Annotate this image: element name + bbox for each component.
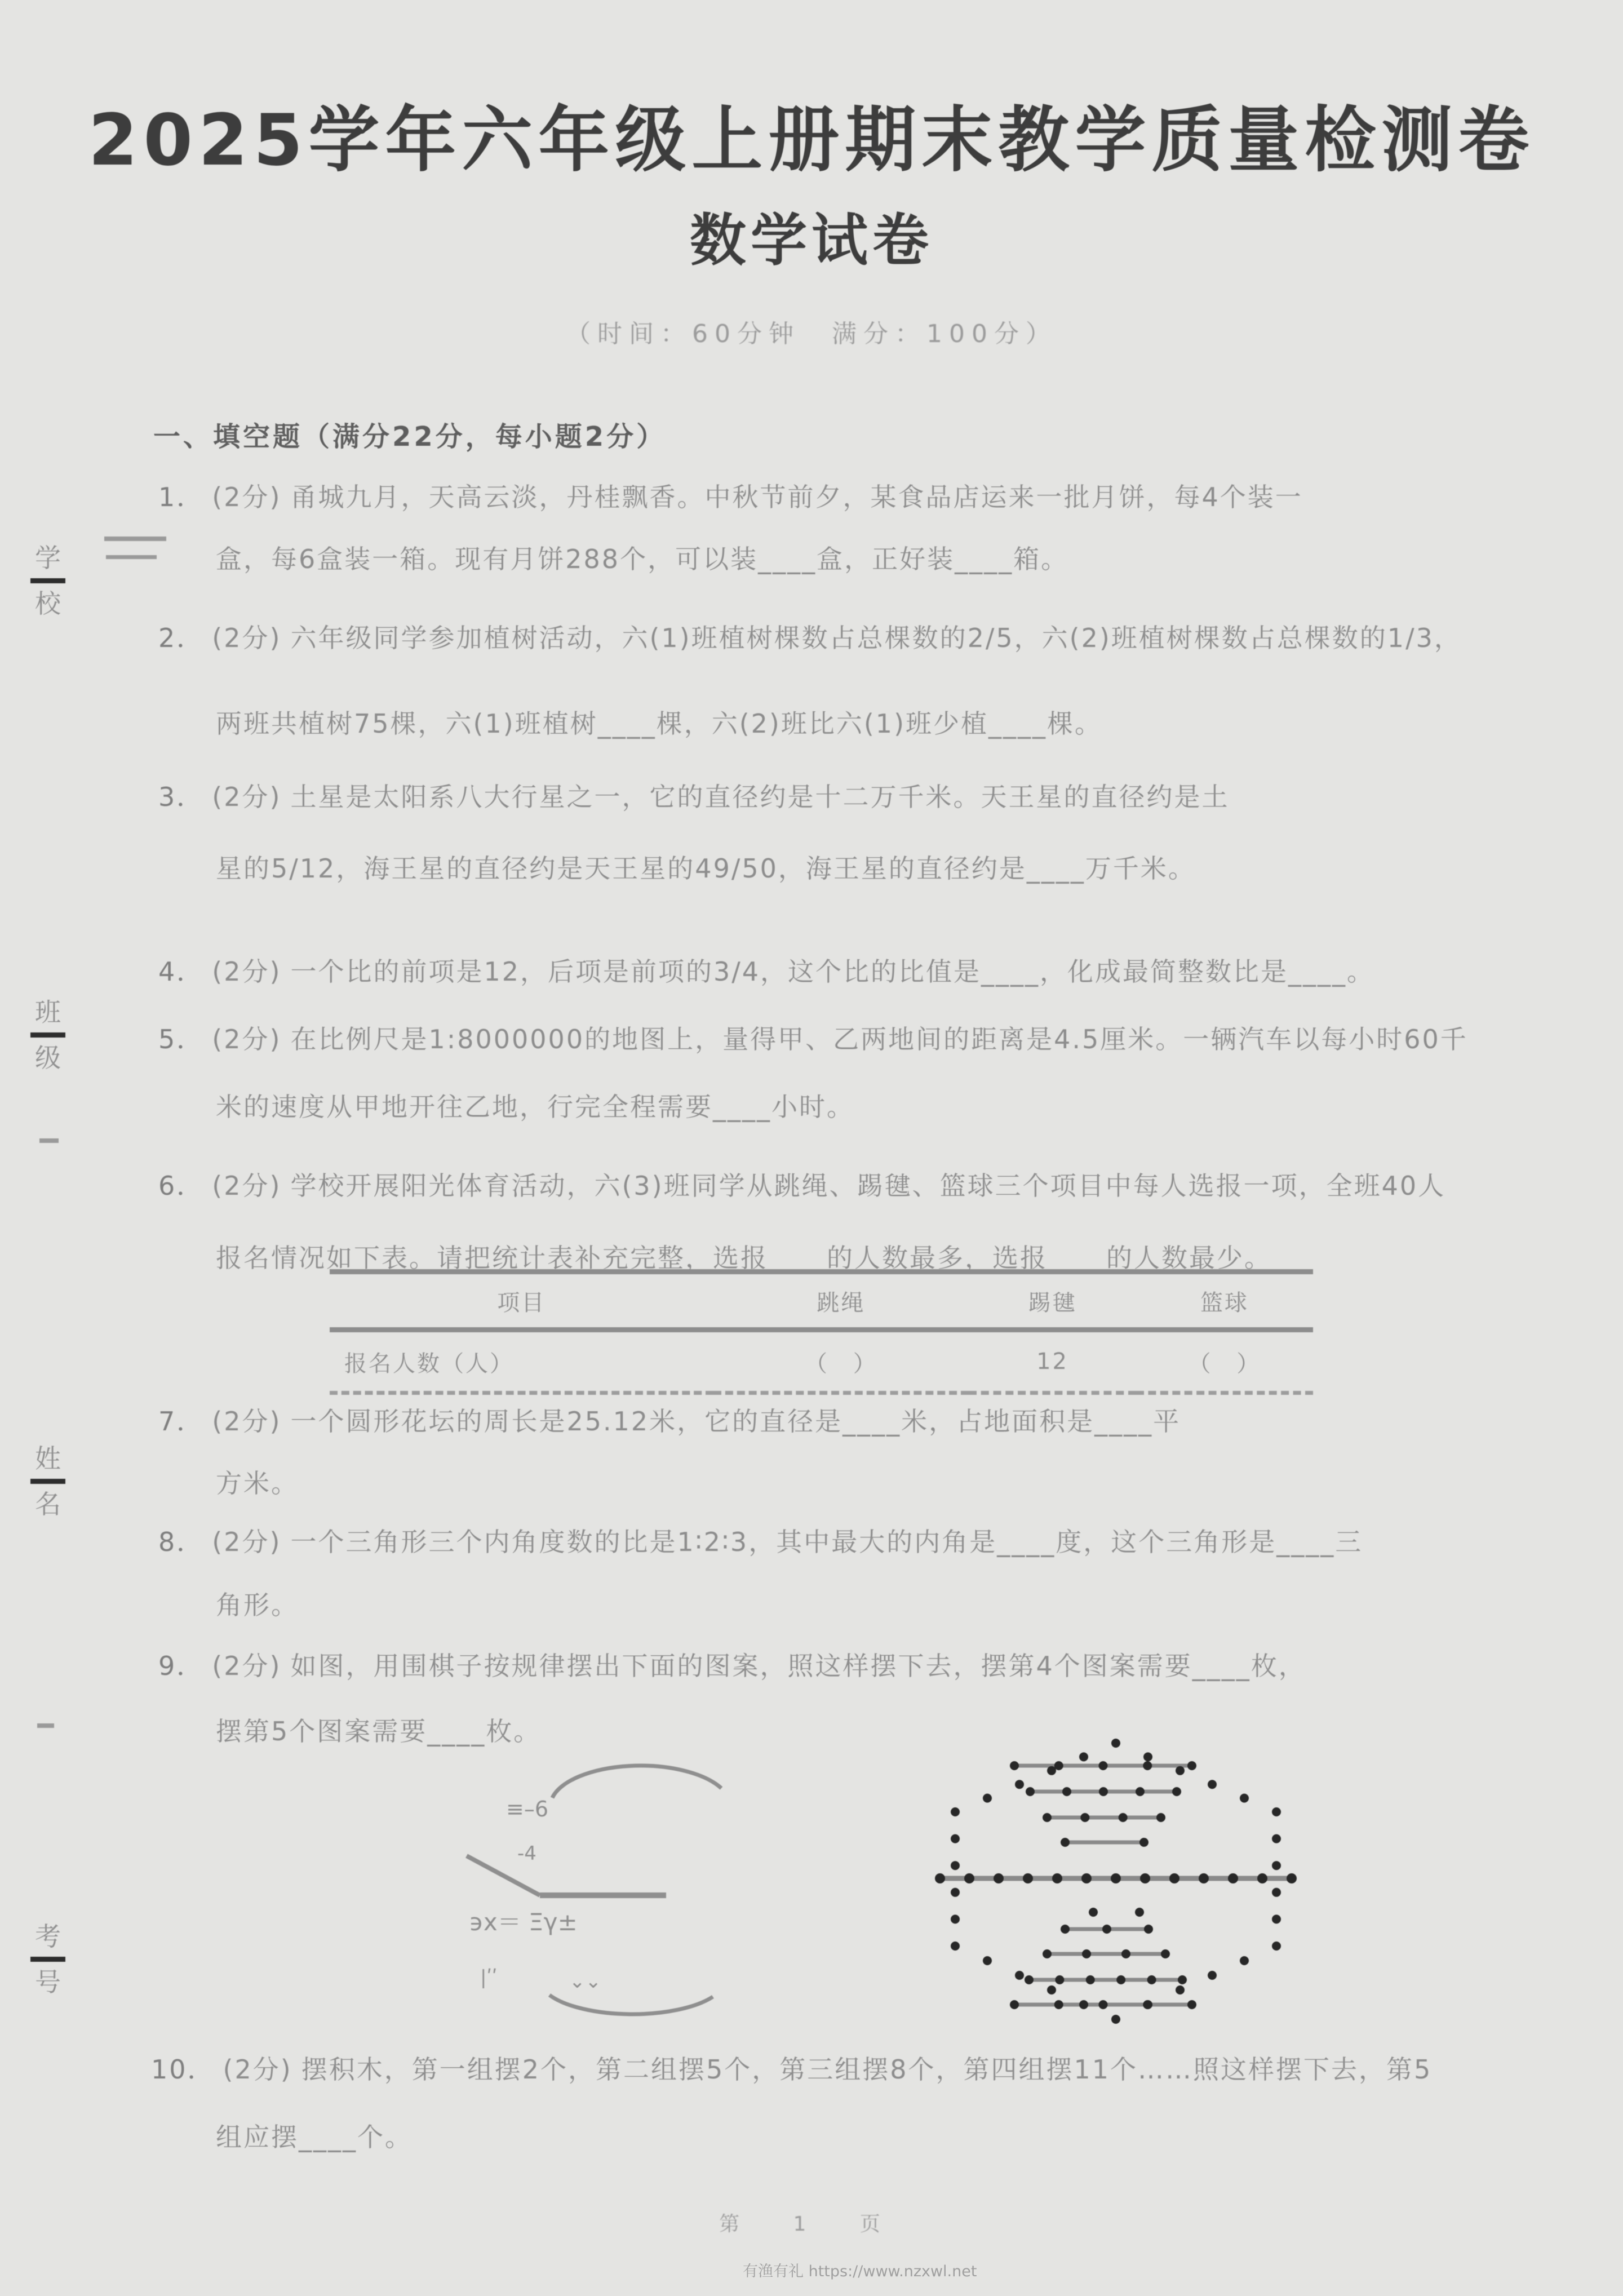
question-number: 3． [158, 782, 205, 812]
table-row [330, 1330, 1313, 1393]
question-score: (2分) [212, 1171, 282, 1201]
question-1-line-1 [158, 477, 1303, 514]
question-text: 六年级同学参加植树活动，六(1)班植树棵数占总棵数的2/5，六(2)班植树棵数占总棵数的1/3， [290, 623, 1462, 653]
question-text: 一个圆形花坛的周长是25.12米，它的直径是____米，占地面积是____平 [290, 1406, 1181, 1437]
question-6-line-2: 报名情况如下表。请把统计表补充完整，选报____的人数最多，选报____的人数最少。 [216, 1243, 1272, 1273]
margin-underline [30, 1479, 65, 1484]
page-title: 2025学年六年级上册期末教学质量检测卷 [88, 99, 1535, 181]
sketch-fragment: ϶x＝ Ξγ± [469, 1908, 578, 1936]
question-7-line-1 [158, 1401, 1181, 1438]
margin-label-char: 级 [35, 1042, 61, 1073]
question-score: (2分) [223, 2054, 292, 2085]
question-score: (2分) [212, 1406, 282, 1437]
question-8-line-1 [158, 1522, 1363, 1559]
sketch-fragment: -4 [517, 1842, 536, 1865]
question-number: 5． [158, 1024, 205, 1054]
question-7-line-2: 方米。 [216, 1468, 299, 1499]
sketch-fragment: |ʹʹ [480, 1966, 498, 1989]
question-score: (2分) [212, 1527, 282, 1557]
table-cell: （ ） [1188, 1350, 1261, 1377]
table-header-cell: 跳绳 [713, 1272, 969, 1330]
watermark-link: 有渔有礼 https://www.nzxwl.net [743, 2263, 977, 2280]
question-text: 如图，用围棋子按规律摆出下面的图案，照这样摆下去，摆第4个图案需要____枚， [290, 1651, 1306, 1681]
question-5-line-1 [158, 1019, 1468, 1056]
margin-label-char: 名 [35, 1488, 61, 1519]
question-score: (2分) [212, 782, 282, 812]
scan-artifact [104, 537, 166, 541]
margin-label-char: 姓 [35, 1443, 61, 1474]
margin-label [28, 1443, 68, 1521]
question-4-line-1 [158, 951, 1374, 989]
question-text: 学校开展阳光体育活动，六(3)班同学从跳绳、踢毽、篮球三个项目中每人选报一项，全班40人 [290, 1171, 1446, 1201]
question-score: (2分) [212, 623, 282, 653]
question-text: 摆积木，第一组摆2个，第二组摆5个，第三组摆8个，第四组摆11个……照这样摆下去，第5 [301, 2054, 1433, 2085]
question-6-line-1 [158, 1165, 1445, 1203]
statistics-table [330, 1269, 1313, 1395]
question-number: 10． [151, 2054, 215, 2085]
table-header-row [330, 1272, 1313, 1330]
question-score: (2分) [212, 482, 282, 512]
page-subtitle: 数学试卷 [690, 207, 933, 273]
table-cell: 12 [1036, 1349, 1068, 1375]
dot-pattern-svg [924, 1733, 1307, 2037]
question-number: 6． [158, 1171, 205, 1201]
hand-drawn-sketch-figure [456, 1744, 851, 2028]
sketch-fragment: ⌄⌄ [569, 1970, 601, 1993]
question-1-line-2: 盒，每6盒装一箱。现有月饼288个，可以装____盒，正好装____箱。 [216, 544, 1069, 574]
question-3-line-2: 星的5/12，海王星的直径约是天王星的49/50，海王星的直径约是____万千米。 [216, 853, 1196, 884]
margin-label [28, 996, 68, 1074]
question-number: 9． [158, 1651, 205, 1681]
margin-label-char: 考 [35, 1921, 61, 1952]
table-header-cell: 篮球 [1136, 1272, 1313, 1330]
section-1-heading: 一、填空题（满分22分，每小题2分） [153, 421, 667, 453]
table-header-cell: 踢毽 [969, 1272, 1136, 1330]
table-header-cell: 项目 [330, 1272, 713, 1330]
scan-artifact [37, 1723, 54, 1728]
question-2-line-1 [158, 618, 1462, 655]
question-10-line-1 [151, 2049, 1432, 2086]
margin-label-char: 学 [35, 543, 61, 573]
question-number: 2． [158, 623, 205, 653]
sketch-svg [456, 1744, 851, 2026]
table-cell: （ ） [804, 1350, 877, 1377]
dot-pattern-hexagon-figure [924, 1733, 1307, 2040]
question-score: (2分) [212, 1024, 282, 1054]
question-5-line-2: 米的速度从甲地开往乙地，行完全程需要____小时。 [216, 1092, 854, 1122]
time-score-line: （时间：60分钟 满分：100分） [566, 320, 1057, 348]
question-text: 甬城九月，天高云淡，丹桂飘香。中秋节前夕，某食品店运来一批月饼，每4个装一 [290, 482, 1303, 512]
question-2-line-2: 两班共植树75棵，六(1)班植树____棵，六(2)班比六(1)班少植____棵。 [216, 708, 1103, 739]
question-text: 一个比的前项是12，后项是前项的3/4，这个比的比值是____，化成最简整数比是____。 [290, 956, 1375, 987]
margin-label-char: 校 [35, 588, 61, 619]
sketch-fragment: ≡–6 [506, 1797, 549, 1821]
question-3-line-1 [158, 777, 1229, 814]
scan-artifact [39, 1138, 59, 1143]
question-9-line-1 [158, 1646, 1306, 1683]
question-number: 8． [158, 1527, 205, 1557]
margin-label-char: 号 [35, 1966, 61, 1997]
margin-underline [30, 578, 65, 583]
question-text: 土星是太阳系八大行星之一，它的直径约是十二万千米。天王星的直径约是土 [290, 782, 1230, 812]
question-number: 1． [158, 482, 205, 512]
margin-label [28, 542, 68, 620]
question-score: (2分) [212, 956, 282, 987]
question-9-line-2: 摆第5个图案需要____枚。 [216, 1716, 542, 1747]
question-8-line-2: 角形。 [216, 1590, 299, 1620]
table-cell: 报名人数（人） [344, 1350, 514, 1377]
question-number: 7． [158, 1406, 205, 1437]
question-number: 4． [158, 956, 205, 987]
question-text: 在比例尺是1:8000000的地图上，量得甲、乙两地间的距离是4.5厘米。一辆汽车以每小时60千 [290, 1024, 1468, 1054]
page-number: 第 1 页 [719, 2213, 904, 2236]
question-10-line-2: 组应摆____个。 [216, 2122, 413, 2152]
margin-label-char: 班 [35, 997, 61, 1027]
margin-underline [30, 1957, 65, 1962]
scan-artifact [106, 555, 157, 559]
margin-label [28, 1921, 68, 1998]
margin-underline [30, 1032, 65, 1038]
question-score: (2分) [212, 1651, 282, 1681]
question-text: 一个三角形三个内角度数的比是1∶2∶3，其中最大的内角是____度，这个三角形是____三 [290, 1527, 1363, 1557]
